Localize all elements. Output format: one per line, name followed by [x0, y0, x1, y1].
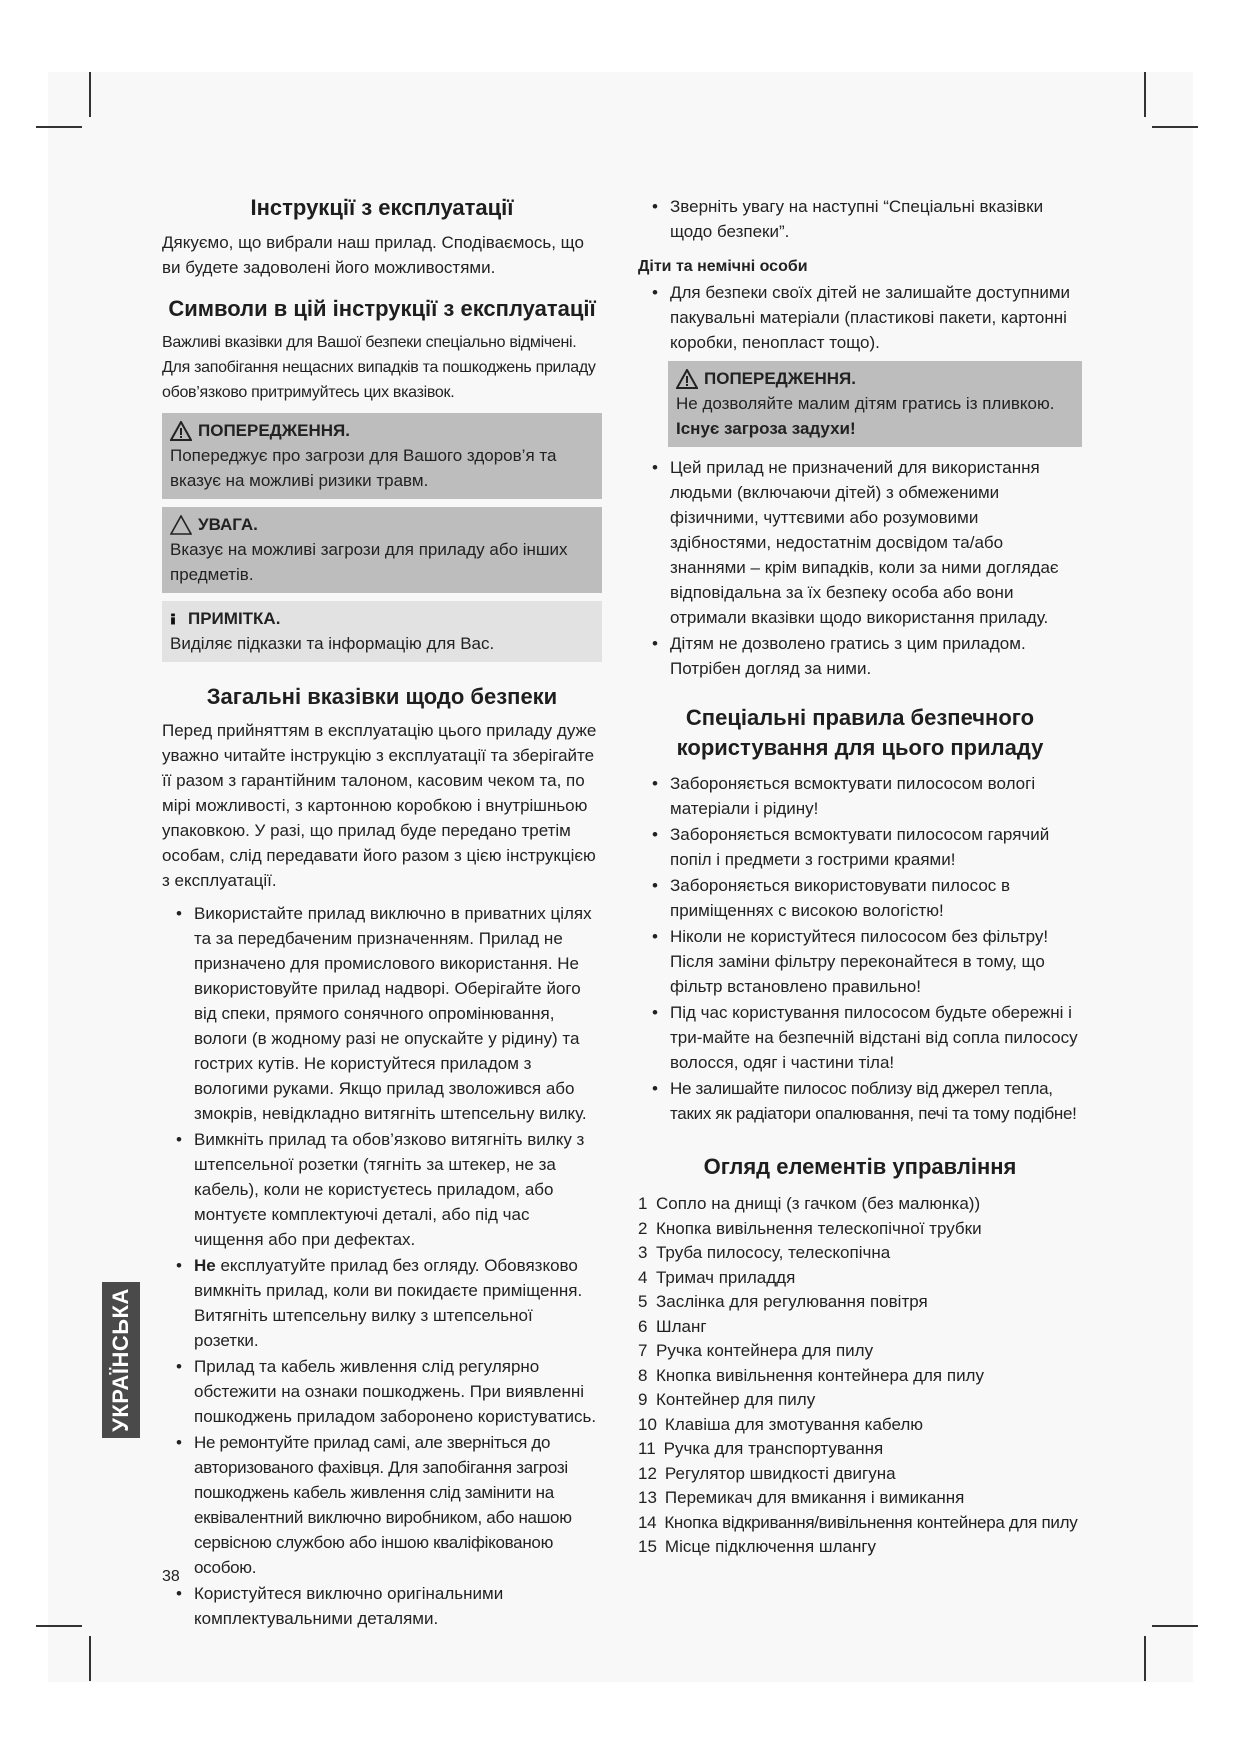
- list-item: • Цей прилад не призначений для використання людьми (включаючи дітей) з обмеженими фізичними, чуттєвими або розумовими здібностями, недостатнім досвідом та/або знаннями – крім випадків, коли за ними доглядає відповідальна за їх безпеку особа або вони отримали вказівки щодо використання приладу.: [638, 455, 1082, 630]
- item-number: 13: [638, 1488, 657, 1507]
- warning-title: ПОПЕРЕДЖЕННЯ.: [704, 369, 856, 388]
- list-item: • Забороняється всмоктувати пилососом вологі матеріали і рідину!: [638, 771, 1082, 821]
- list-item: • Ніколи не користуйтеся пилососом без фільтру! Після заміни фільтру переконайтеся в тому, що фільтр встановлено правильно!: [638, 924, 1082, 999]
- item-number: 8: [638, 1365, 648, 1385]
- crop-mark: [1144, 1636, 1146, 1681]
- crop-mark: [89, 72, 91, 117]
- heading-symbols: Символи в цій інструкції з експлуатації: [168, 296, 596, 321]
- crop-mark: [36, 126, 82, 128]
- controls-list: [638, 1192, 1082, 1560]
- item-label: Регулятор швидкості двигуна: [664, 1463, 896, 1483]
- general-text: Перед прийняттям в експлуатацію цього приладу дуже уважно читайте інструкцію з експлуатації та зберігайте її разом з гарантійним талоном, касовим чеком та, по мірі можливості, з картонною коробкою і внутрішньою упаковкою. У разі, що прилад буде передано третім особам, слід передавати його разом з цією інструкцією з експлуатації.: [162, 721, 597, 890]
- item-number: 14: [638, 1512, 657, 1532]
- list-item: [638, 1192, 1082, 1217]
- symbols-text: Важливі вказівки для Вашої безпеки спеціально відмічені. Для запобігання нещасних випадків та пошкоджень приладу обов’язково притримуйтесь цих вказівок.: [162, 334, 596, 401]
- list-item: [638, 1339, 1082, 1364]
- list-item: • Використайте прилад виключно в приватних цілях та за передбаченим призначенням. Прилад не призначено для промислового використання. Не використовуйте прилад надворі. Оберігайте його від спеки, прямого сонячного опромінювання, вологи (в жодному разі не опускайте у рідину) та гострих кутів. Не користуйтеся приладом з вологими руками. Якщо прилад зволожився або змокрів, невідкладно витягніть штепсельну вилку.: [162, 901, 602, 1126]
- intro-text: Дякуємо, що вибрали наш прилад. Сподіваємось, що ви будете задоволені його можливостями.: [162, 233, 584, 277]
- item-number: 10: [638, 1414, 657, 1434]
- attention-list: [638, 194, 1082, 244]
- warning-triangle-icon: [676, 369, 698, 389]
- item-label: Труба пилососу, телескопічна: [656, 1243, 891, 1262]
- list-item: [638, 1364, 1082, 1389]
- bold-not: Не: [194, 1256, 216, 1275]
- warning-box: [162, 413, 602, 499]
- special-rules-list: [638, 771, 1082, 1126]
- list-item: [638, 1290, 1082, 1315]
- heading-special-rules: Спеціальні правила безпечного користування для цього приладу: [676, 705, 1044, 760]
- language-label: УКРАЇНСЬКА: [108, 1288, 133, 1432]
- warning-bold-text: Існує загроза задухи!: [676, 419, 856, 438]
- list-item: [638, 1266, 1082, 1291]
- caution-text: Вказує на можливі загрози для приладу або інших предметів.: [170, 540, 568, 584]
- item-label: Заслінка для регулювання повітря: [656, 1292, 928, 1311]
- list-item: [638, 1462, 1082, 1487]
- heading-instructions: Інструкції з експлуатації: [250, 195, 514, 220]
- warning-text: Не дозволяйте малим дітям гратись із пливкою.: [676, 394, 1055, 413]
- crop-mark: [1152, 1625, 1198, 1627]
- crop-mark: [36, 1625, 82, 1627]
- list-item: [638, 1217, 1082, 1242]
- heading-children: Діти та немічні особи: [638, 258, 808, 275]
- warning-triangle-icon: [170, 421, 192, 441]
- note-title-row: [170, 607, 594, 631]
- item-number: 5: [638, 1292, 648, 1311]
- item-number: 2: [638, 1218, 648, 1238]
- safety-bullet-list: [162, 901, 602, 1631]
- list-item: • Для безпеки своїх дітей не залишайте доступними пакувальні матеріали (пластикові пакети, картонні коробки, пенопласт тощо).: [638, 280, 1082, 355]
- language-side-tab: [102, 1282, 140, 1438]
- list-item: [638, 1413, 1082, 1438]
- list-item: [638, 1388, 1082, 1413]
- list-item: • Забороняється використовувати пилосос в приміщеннях с високою вологістю!: [638, 873, 1082, 923]
- item-label: Сопло на днищі (з гачком (без малюнка)): [656, 1194, 981, 1213]
- list-item: • Не ремонтуйте прилад самі, але зверніться до авторизованого фахівця. Для запобігання загрозі пошкоджень кабель живлення слід замінити на еквівалентний виключно виробником, або нашою сервісною службою або іншою кваліфікованою особою.: [162, 1430, 602, 1580]
- crop-mark: [1144, 72, 1146, 117]
- list-item-text: експлуатуйте прилад без огляду. Обовязково вимкніть прилад, коли ви покидаєте приміщення. Витягніть штепсельну вилку з штепсельної розетки.: [194, 1256, 583, 1350]
- item-number: 12: [638, 1463, 657, 1483]
- item-label: Клавіша для змотування кабелю: [664, 1414, 924, 1434]
- list-item: • Вимкніть прилад та обов’язково витягніть вилку з штепсельної розетки (тягніть за штекер, не за кабель), коли не користуєтесь приладом, або монтуєте комплектуючі деталі, або під час чищення або при дефектах.: [162, 1127, 602, 1252]
- item-label: Місце підключення шлангу: [664, 1537, 877, 1556]
- item-label: Тримач приладдя: [656, 1267, 796, 1287]
- list-item: • Користуйтеся виключно оригінальними комплектувальними деталями.: [162, 1581, 602, 1631]
- info-icon: [170, 609, 182, 629]
- list-item: • Забороняється всмоктувати пилососом гарячий попіл і предмети з гострими краями!: [638, 822, 1082, 872]
- item-number: 3: [638, 1243, 648, 1262]
- caution-triangle-icon: [170, 515, 192, 535]
- item-number: 15: [638, 1537, 657, 1556]
- item-label: Ручка для транспортування: [663, 1439, 884, 1458]
- list-item: • Дітям не дозволено гратись з цим приладом. Потрібен догляд за ними.: [638, 631, 1082, 681]
- item-number: 1: [638, 1194, 648, 1213]
- list-item: [638, 1511, 1082, 1536]
- item-number: 9: [638, 1390, 648, 1409]
- caution-title-row: [170, 513, 594, 537]
- crop-mark: [1152, 126, 1198, 128]
- heading-general-safety: Загальні вказівки щодо безпеки: [206, 684, 558, 709]
- item-label: Контейнер для пилу: [656, 1390, 816, 1409]
- list-item: • Прилад та кабель живлення слід регулярно обстежити на ознаки пошкоджень. При виявленні пошкоджень приладом заборонено користуватись.: [162, 1354, 602, 1429]
- children-warning-box: [668, 361, 1082, 447]
- list-item: [638, 1535, 1082, 1560]
- list-item: • Під час користування пилососом будьте обережні і три-майте на безпечній відстані від сопла пилососу волосся, одяг і частини тіла!: [638, 1000, 1082, 1075]
- item-number: 11: [638, 1439, 656, 1458]
- list-item: • Не залишайте пилосос поблизу від джерел тепла, таких як радіатори опалювання, печі та тому подібне!: [638, 1076, 1082, 1126]
- warning-title: ПОПЕРЕДЖЕННЯ.: [198, 421, 350, 440]
- item-number: 4: [638, 1267, 648, 1287]
- caution-title: УВАГА.: [198, 515, 258, 534]
- warning-title-row: [676, 367, 1074, 391]
- list-item: [638, 1241, 1082, 1266]
- persons-list: [638, 455, 1082, 681]
- item-number: 6: [638, 1316, 648, 1336]
- list-item: [162, 1253, 602, 1353]
- list-item: [638, 1486, 1082, 1511]
- crop-mark: [89, 1636, 91, 1681]
- right-column: [638, 190, 1082, 1560]
- note-title: ПРИМІТКА.: [188, 609, 281, 628]
- warning-title-row: [170, 419, 594, 443]
- list-item: [638, 1315, 1082, 1340]
- page-number: 38: [162, 1568, 180, 1585]
- left-column: [162, 190, 602, 1632]
- item-label: Кнопка відкривання/вивільнення контейнера для пилу: [664, 1512, 1078, 1532]
- note-box: [162, 601, 602, 662]
- item-label: Шланг: [656, 1316, 707, 1336]
- caution-box: [162, 507, 602, 593]
- note-text: Виділяє підказки та інформацію для Вас.: [170, 634, 495, 653]
- item-number: 7: [638, 1341, 648, 1360]
- heading-controls-overview: Огляд елементів управління: [703, 1154, 1017, 1179]
- item-label: Кнопка вивільнення телескопічної трубки: [656, 1218, 982, 1238]
- warning-text: Попереджує про загрози для Вашого здоров’я та вказує на можливі ризики травм.: [170, 446, 557, 490]
- list-item: [638, 1437, 1082, 1462]
- list-item: • Зверніть увагу на наступні “Спеціальні вказівки щодо безпеки”.: [638, 194, 1082, 244]
- children-list: [638, 280, 1082, 355]
- item-label: Перемикач для вмикання і вимикання: [664, 1488, 965, 1507]
- item-label: Ручка контейнера для пилу: [656, 1341, 874, 1360]
- item-label: Кнопка вивільнення контейнера для пилу: [656, 1365, 984, 1385]
